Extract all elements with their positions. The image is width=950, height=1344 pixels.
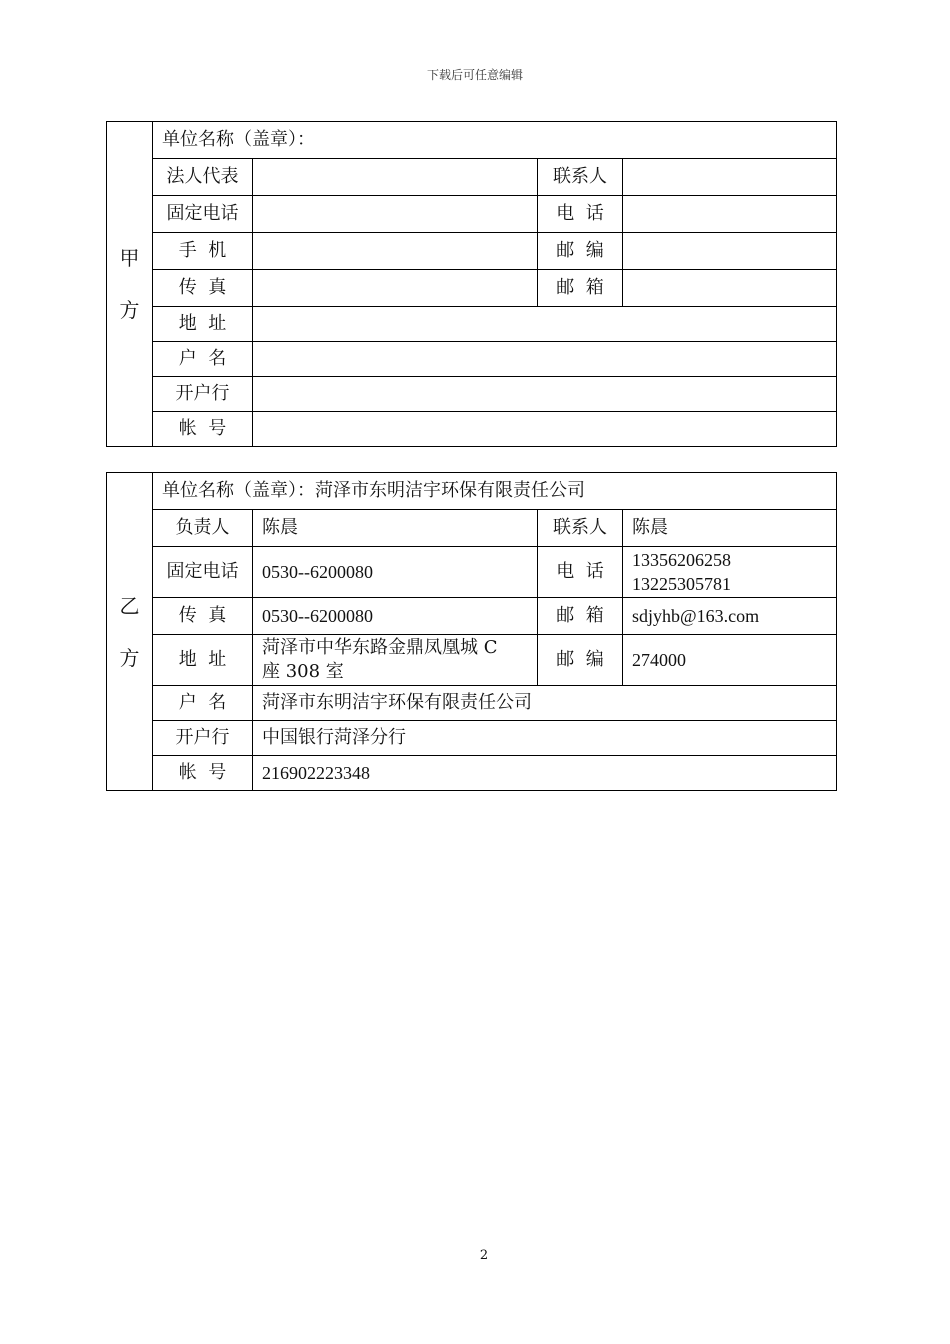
party-a-landline-field[interactable] — [253, 196, 538, 233]
party-a-account-no-field[interactable] — [253, 412, 837, 447]
party-b-postcode-field[interactable]: 274000 — [623, 635, 837, 686]
party-a-address-label: 地 址 — [153, 307, 253, 342]
party-b-postcode-label: 邮 编 — [538, 635, 623, 686]
party-b-phone-2: 13225305781 — [632, 574, 731, 594]
party-a-postcode-label: 邮 编 — [538, 233, 623, 270]
party-a-bank-field[interactable] — [253, 377, 837, 412]
party-a-fax-label: 传 真 — [153, 270, 253, 307]
party-a-email-label: 邮 箱 — [538, 270, 623, 307]
party-b-address-line1: 菏泽市中华东路金鼎凤凰城 C — [262, 637, 498, 658]
party-a-phone-field[interactable] — [623, 196, 837, 233]
party-b-person-field[interactable]: 陈晨 — [253, 510, 538, 547]
party-a-postcode-field[interactable] — [623, 233, 837, 270]
page-number: 2 — [479, 1248, 489, 1263]
party-b-email-label: 邮 箱 — [538, 598, 623, 635]
party-b-side-label: 乙 方 — [107, 473, 153, 791]
party-a-email-field[interactable] — [623, 270, 837, 307]
party-b-account-no-field[interactable]: 216902223348 — [253, 756, 837, 791]
party-a-address-field[interactable] — [253, 307, 837, 342]
party-a-bank-label: 开户行 — [153, 377, 253, 412]
party-b-bank-field[interactable]: 中国银行菏泽分行 — [253, 721, 837, 756]
party-b-phone-1: 13356206258 — [632, 550, 731, 570]
party-a-unit-name[interactable]: 单位名称（盖章）： — [153, 122, 837, 159]
party-b-account-name-field[interactable]: 菏泽市东明洁宇环保有限责任公司 — [253, 686, 837, 721]
party-b-landline-field[interactable]: 0530--6200080 — [253, 547, 538, 598]
party-b-contact-field[interactable]: 陈晨 — [623, 510, 837, 547]
party-a-phone-label: 电 话 — [538, 196, 623, 233]
party-b-phone-label: 电 话 — [538, 547, 623, 598]
party-a-account-name-label: 户 名 — [153, 342, 253, 377]
party-a-mobile-field[interactable] — [253, 233, 538, 270]
party-a-account-no-label: 帐 号 — [153, 412, 253, 447]
party-a-contact-field[interactable] — [623, 159, 837, 196]
page-header: 下载后可任意编辑 — [426, 68, 523, 82]
party-b-contact-label: 联系人 — [538, 510, 623, 547]
party-b-table — [106, 472, 837, 791]
party-a-legal-rep-field[interactable] — [253, 159, 538, 196]
party-b-account-name-label: 户 名 — [153, 686, 253, 721]
party-b-address-field[interactable] — [253, 635, 538, 686]
party-a-table — [106, 121, 837, 447]
party-b-address-line2: 座 308 室 — [262, 661, 344, 682]
party-a-side-label: 甲 方 — [107, 122, 153, 447]
party-b-fax-label: 传 真 — [153, 598, 253, 635]
party-b-bank-label: 开户行 — [153, 721, 253, 756]
party-a-fax-field[interactable] — [253, 270, 538, 307]
party-b-phone-field[interactable] — [623, 547, 837, 598]
party-a-contact-label: 联系人 — [538, 159, 623, 196]
party-b-email-field[interactable]: sdjyhb@163.com — [623, 598, 837, 635]
party-b-fax-field[interactable]: 0530--6200080 — [253, 598, 538, 635]
party-b-account-no-label: 帐 号 — [153, 756, 253, 791]
party-b-landline-label: 固定电话 — [153, 547, 253, 598]
party-b-address-label: 地 址 — [153, 635, 253, 686]
party-a-mobile-label: 手 机 — [153, 233, 253, 270]
party-a-legal-rep-label: 法人代表 — [153, 159, 253, 196]
party-b-unit-name[interactable]: 单位名称（盖章）：菏泽市东明洁宇环保有限责任公司 — [153, 473, 837, 510]
party-a-landline-label: 固定电话 — [153, 196, 253, 233]
party-a-account-name-field[interactable] — [253, 342, 837, 377]
party-b-person-label: 负责人 — [153, 510, 253, 547]
